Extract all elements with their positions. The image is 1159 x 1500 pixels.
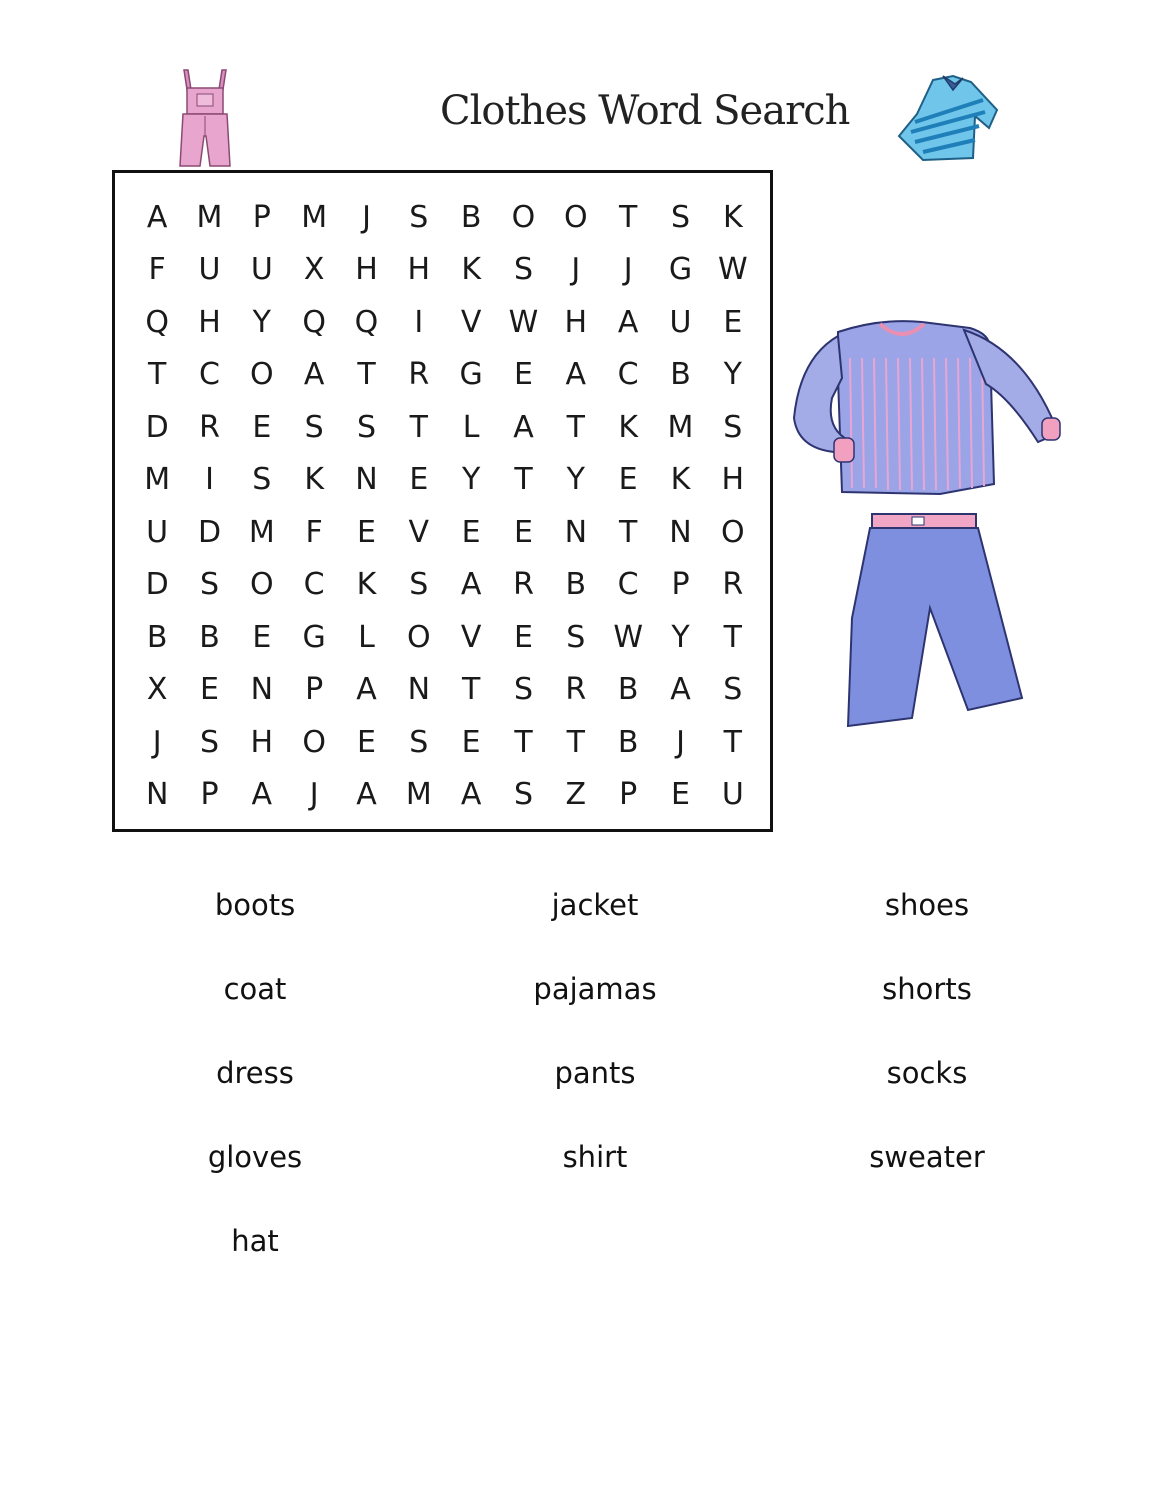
grid-letter: E <box>409 462 429 498</box>
grid-letter: W <box>613 619 643 655</box>
grid-letter: W <box>717 252 748 288</box>
grid-letter: A <box>303 357 325 393</box>
grid-letter: S <box>513 672 534 708</box>
grid-letter: A <box>251 777 273 813</box>
grid-letter: T <box>461 672 481 708</box>
grid-letter: T <box>148 357 167 393</box>
word-list-item: jacket <box>551 888 639 922</box>
grid-letter: H <box>198 304 221 340</box>
grid-letter: O <box>564 199 588 235</box>
page-title: Clothes Word Search <box>440 88 850 134</box>
grid-letter: T <box>357 357 376 393</box>
word-list-item: boots <box>214 888 296 922</box>
grid-letter: L <box>358 619 375 655</box>
grid-letter: J <box>571 252 581 288</box>
word-list-item: coat <box>223 972 287 1006</box>
grid-letter: T <box>566 724 585 760</box>
grid-letter: C <box>617 357 639 393</box>
grid-letter: E <box>357 724 376 760</box>
grid-letter: B <box>670 357 691 393</box>
grid-letter: K <box>722 199 743 235</box>
grid-letter: P <box>305 672 324 708</box>
grid-letter: E <box>671 777 690 813</box>
grid-letter: S <box>304 409 324 445</box>
grid-letter: R <box>513 567 534 603</box>
grid-letter: C <box>303 567 325 603</box>
word-list <box>85 880 1085 1280</box>
grid-letter: H <box>250 724 274 760</box>
grid-letter: Q <box>302 304 326 340</box>
grid-letter: J <box>362 199 371 235</box>
grid-letter: G <box>302 619 326 655</box>
grid-letter: B <box>146 619 168 655</box>
grid-letter: Y <box>671 619 690 655</box>
grid-letter: U <box>669 304 692 340</box>
grid-letter: T <box>566 409 585 445</box>
grid-letter: A <box>356 777 377 813</box>
grid-letter: J <box>152 724 162 760</box>
grid-letter: T <box>618 199 638 235</box>
striped-shirt-icon <box>893 70 1005 165</box>
grid-letter: A <box>617 304 639 340</box>
grid-letter: O <box>511 199 536 235</box>
grid-letter: E <box>200 672 219 708</box>
word-list-item: pants <box>554 1056 636 1090</box>
grid-letter: S <box>199 567 220 603</box>
grid-letter: I <box>414 304 424 340</box>
grid-letter: P <box>200 777 219 813</box>
grid-letter: H <box>721 462 745 498</box>
word-list-item: shirt <box>562 1140 628 1174</box>
grid-letter: M <box>196 199 223 235</box>
grid-letter: A <box>460 567 482 603</box>
grid-letter: C <box>617 567 639 603</box>
grid-letter: E <box>357 514 376 550</box>
grid-letter: T <box>409 409 428 445</box>
grid-letter: M <box>405 777 432 813</box>
grid-letter: Y <box>461 462 481 498</box>
grid-letter: K <box>670 462 691 498</box>
grid-letter: S <box>723 409 743 445</box>
grid-letter: U <box>250 252 273 288</box>
word-list-item: socks <box>886 1056 968 1090</box>
grid-letter: V <box>460 619 482 655</box>
grid-letter: T <box>618 514 638 550</box>
grid-letter: N <box>250 672 274 708</box>
grid-letter: S <box>409 567 429 603</box>
grid-letter: B <box>460 199 482 235</box>
grid-letter: S <box>723 672 743 708</box>
grid-letter: N <box>407 672 431 708</box>
grid-letter: B <box>199 619 220 655</box>
grid-letter: Y <box>252 304 271 340</box>
grid-letter: Q <box>354 304 379 340</box>
grid-letter: J <box>623 252 633 288</box>
grid-letter: T <box>723 619 742 655</box>
word-list-item: gloves <box>207 1140 303 1174</box>
grid-letter: S <box>409 199 429 235</box>
grid-letter: E <box>252 409 272 445</box>
grid-letter: F <box>148 252 166 288</box>
grid-letter: A <box>565 357 587 393</box>
grid-letter: R <box>199 409 220 445</box>
grid-letter: E <box>514 357 533 393</box>
grid-letter: T <box>514 724 533 760</box>
grid-letter: O <box>250 567 274 603</box>
grid-letter: S <box>199 724 220 760</box>
word-list-item: shoes <box>884 888 970 922</box>
grid-letter: V <box>460 304 482 340</box>
grid-letter: E <box>461 514 481 550</box>
grid-letter: R <box>722 567 744 603</box>
grid-letter: M <box>144 462 171 498</box>
grid-letter: S <box>356 409 377 445</box>
grid-letter: G <box>668 252 693 288</box>
grid-letter: K <box>304 462 324 498</box>
grid-letter: A <box>356 672 377 708</box>
grid-letter: E <box>514 514 533 550</box>
grid-letter: B <box>617 724 639 760</box>
grid-letter: H <box>355 252 378 288</box>
grid-letter: K <box>618 409 638 445</box>
grid-letter: S <box>513 777 534 813</box>
grid-letter: A <box>146 199 168 235</box>
outfit-illustration <box>790 318 1065 733</box>
word-search-grid <box>131 191 759 821</box>
grid-letter: K <box>461 252 481 288</box>
grid-letter: S <box>670 199 691 235</box>
grid-letter: N <box>669 514 692 550</box>
overalls-icon <box>170 66 240 170</box>
grid-letter: C <box>199 357 220 393</box>
grid-letter: W <box>508 304 539 340</box>
grid-letter: T <box>723 724 742 760</box>
grid-letter: U <box>146 514 169 550</box>
grid-letter: M <box>667 409 694 445</box>
grid-letter: P <box>671 567 690 603</box>
grid-letter: R <box>408 357 430 393</box>
grid-letter: E <box>723 304 743 340</box>
grid-letter: S <box>513 252 534 288</box>
grid-letter: Y <box>566 462 585 498</box>
grid-letter: H <box>407 252 431 288</box>
grid-letter: D <box>145 567 169 603</box>
grid-letter: X <box>146 672 168 708</box>
grid-letter: N <box>145 777 169 813</box>
grid-letter: Y <box>723 357 742 393</box>
grid-letter: E <box>514 619 533 655</box>
grid-letter: U <box>198 252 221 288</box>
grid-letter: D <box>197 514 222 550</box>
grid-letter: T <box>514 462 533 498</box>
grid-letter: E <box>461 724 481 760</box>
grid-letter: V <box>408 514 430 550</box>
grid-letter: F <box>305 514 323 550</box>
grid-letter: B <box>617 672 639 708</box>
grid-letter: R <box>565 672 587 708</box>
grid-letter: P <box>619 777 638 813</box>
grid-letter: X <box>303 252 325 288</box>
word-list-item: dress <box>216 1056 294 1090</box>
word-list-item: shorts <box>882 972 972 1006</box>
grid-letter: J <box>676 724 685 760</box>
grid-letter: S <box>566 619 586 655</box>
word-list-item: pajamas <box>533 972 657 1006</box>
grid-letter: K <box>356 567 377 603</box>
grid-letter: E <box>618 462 638 498</box>
grid-letter: Q <box>145 304 169 340</box>
grid-letter: N <box>564 514 588 550</box>
grid-letter: D <box>145 409 169 445</box>
grid-letter: U <box>721 777 744 813</box>
grid-letter: S <box>252 462 272 498</box>
word-list-item: hat <box>231 1224 279 1258</box>
grid-letter: O <box>250 357 274 393</box>
grid-letter: A <box>513 409 534 445</box>
grid-letter: N <box>355 462 378 498</box>
grid-letter: O <box>302 724 326 760</box>
grid-letter: H <box>564 304 588 340</box>
grid-letter: B <box>565 567 587 603</box>
grid-letter: O <box>721 514 745 550</box>
grid-letter: S <box>409 724 429 760</box>
word-search-grid-box <box>112 170 773 832</box>
grid-letter: A <box>460 777 482 813</box>
grid-letter: E <box>252 619 272 655</box>
grid-letter: O <box>407 619 431 655</box>
grid-letter: G <box>459 357 483 393</box>
grid-letter: P <box>252 199 271 235</box>
grid-letter: J <box>309 777 319 813</box>
grid-letter: M <box>301 199 328 235</box>
word-list-item: sweater <box>869 1140 985 1174</box>
grid-letter: A <box>670 672 691 708</box>
grid-letter: Z <box>565 777 587 813</box>
grid-letter: L <box>462 409 480 445</box>
grid-letter: I <box>205 462 214 498</box>
grid-letter: M <box>248 514 275 550</box>
